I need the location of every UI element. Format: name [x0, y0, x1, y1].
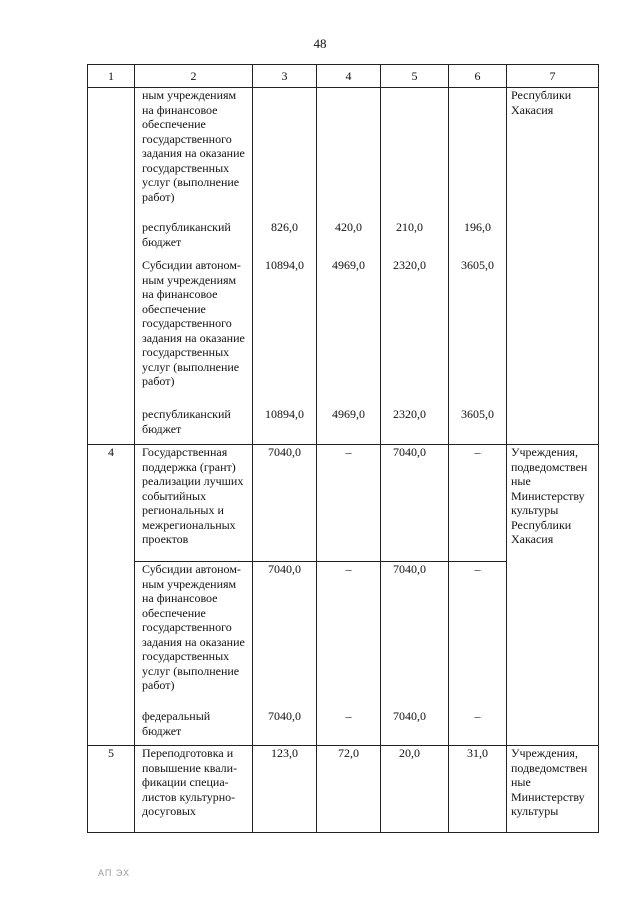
description-line: листов культурно-: [142, 789, 236, 804]
description-line: работ): [142, 374, 175, 388]
value-cell-col3: [253, 88, 317, 221]
table-row: [88, 88, 599, 221]
value-cell-col4: 420,0: [317, 220, 381, 258]
value-cell-col5: 20,0: [381, 746, 449, 833]
description-line: услуг (выполнение: [142, 663, 240, 678]
value-cell-col3: 10894,0: [253, 407, 317, 445]
value-cell-col5: 2320,0: [381, 258, 449, 407]
value-cell-col6: 3605,0: [449, 407, 507, 445]
value-cell-col6: [449, 88, 507, 221]
value-cell-col4: –: [317, 709, 381, 746]
description-line: работ): [142, 189, 175, 204]
description-line: государственного: [142, 620, 232, 634]
responsible-cell: [507, 445, 599, 746]
description-line: задания на оказание: [142, 146, 245, 160]
value-cell-col6: –: [449, 709, 507, 746]
responsible-line: Учреждения,: [511, 445, 578, 459]
responsible-line: Министерству: [511, 789, 585, 804]
description-line: государственных: [142, 345, 230, 359]
description-line: Переподготовка и: [142, 746, 234, 760]
table-row: [88, 445, 599, 562]
description-line: государственных: [142, 160, 230, 175]
value-cell-col6: 196,0: [449, 220, 507, 258]
page-number: 48: [313, 36, 327, 51]
description-cell: [135, 562, 253, 710]
responsible-line: Республики: [511, 88, 572, 102]
description-line: на финансовое: [142, 287, 218, 301]
row-number-cell: 5: [88, 746, 135, 833]
responsible-line: Хакасия: [511, 102, 554, 117]
description-line: обеспечение: [142, 301, 206, 316]
header-cell-4: 4: [317, 65, 381, 88]
description-line: досуговых: [142, 804, 196, 818]
description-line: повышение квали-: [142, 760, 238, 775]
description-cell: [135, 746, 253, 833]
description-line: реализации лучших: [142, 474, 244, 488]
header-cell-5: 5: [381, 65, 449, 88]
budget-table: [87, 64, 599, 833]
value-cell-col4: [317, 88, 381, 221]
description-line: Субсидии автоном-: [142, 562, 241, 576]
description-line: ным учреждениям: [142, 272, 237, 287]
value-cell-col3: 826,0: [253, 220, 317, 258]
description-cell: [135, 709, 253, 746]
value-cell-col5: 7040,0: [381, 562, 449, 710]
description-line: республиканский: [142, 220, 231, 234]
responsible-line: Хакасия: [511, 532, 554, 546]
value-cell-col4: –: [317, 445, 381, 562]
description-line: ным учреждениям: [142, 576, 237, 591]
header-cell-1: 1: [88, 65, 135, 88]
description-line: государственных: [142, 649, 230, 663]
value-cell-col3: 10894,0: [253, 258, 317, 407]
description-cell: [135, 220, 253, 258]
description-line: Субсидии автоном-: [142, 258, 241, 272]
value-cell-col6: –: [449, 562, 507, 710]
responsible-line: Министерству: [511, 488, 585, 503]
value-cell-col3: 123,0: [253, 746, 317, 833]
responsible-line: ные: [511, 474, 531, 488]
description-line: региональных и: [142, 503, 224, 517]
description-line: республиканский: [142, 407, 231, 421]
description-line: проектов: [142, 532, 189, 546]
responsible-line: культуры: [511, 804, 559, 818]
description-line: обеспечение: [142, 605, 206, 620]
responsible-line: подведомствен: [511, 459, 588, 474]
description-line: бюджет: [142, 421, 182, 436]
value-cell-col5: [381, 88, 449, 221]
description-line: задания на оказание: [142, 330, 245, 345]
table-header-row: [88, 65, 599, 88]
value-cell-col6: 3605,0: [449, 258, 507, 407]
value-cell-col6: 31,0: [449, 746, 507, 833]
value-cell-col5: 7040,0: [381, 445, 449, 562]
value-cell-col3: 7040,0: [253, 709, 317, 746]
description-line: бюджет: [142, 234, 182, 249]
description-line: поддержка (грант): [142, 459, 236, 474]
responsible-line: Республики: [511, 517, 572, 532]
description-line: фикации специа-: [142, 775, 229, 789]
table-row: [88, 746, 599, 833]
value-cell-col3: 7040,0: [253, 445, 317, 562]
header-cell-3: 3: [253, 65, 317, 88]
responsible-cell: [507, 88, 599, 445]
description-cell: [135, 88, 253, 221]
header-cell-7: 7: [507, 65, 599, 88]
description-cell: [135, 258, 253, 407]
responsible-line: ные: [511, 775, 531, 789]
description-line: событийных: [142, 488, 207, 503]
description-line: Государственная: [142, 445, 228, 459]
description-line: межрегиональных: [142, 517, 236, 532]
value-cell-col5: 2320,0: [381, 407, 449, 445]
responsible-cell: [507, 746, 599, 833]
footer-mark: АП ЭХ: [98, 868, 131, 878]
description-line: услуг (выполнение: [142, 175, 240, 189]
responsible-line: культуры: [511, 503, 559, 517]
description-line: задания на оказание: [142, 634, 245, 649]
description-line: ным учреждениям: [142, 88, 237, 102]
value-cell-col3: 7040,0: [253, 562, 317, 710]
responsible-line: Учреждения,: [511, 746, 578, 760]
description-line: государственного: [142, 316, 232, 330]
value-cell-col4: 4969,0: [317, 258, 381, 407]
description-line: на финансовое: [142, 102, 218, 117]
value-cell-col4: 72,0: [317, 746, 381, 833]
description-line: работ): [142, 678, 175, 692]
description-line: федеральный: [142, 709, 211, 723]
description-line: бюджет: [142, 723, 182, 738]
responsible-line: подведомствен: [511, 760, 588, 775]
row-number-cell: [88, 88, 135, 445]
description-line: государственного: [142, 131, 232, 146]
description-line: обеспечение: [142, 117, 206, 131]
header-cell-2: 2: [135, 65, 253, 88]
description-line: услуг (выполнение: [142, 359, 240, 374]
row-number-cell: 4: [88, 445, 135, 746]
description-cell: [135, 407, 253, 445]
value-cell-col4: –: [317, 562, 381, 710]
description-cell: [135, 445, 253, 562]
header-cell-6: 6: [449, 65, 507, 88]
value-cell-col5: 7040,0: [381, 709, 449, 746]
description-line: на финансовое: [142, 591, 218, 605]
value-cell-col5: 210,0: [381, 220, 449, 258]
value-cell-col4: 4969,0: [317, 407, 381, 445]
value-cell-col6: –: [449, 445, 507, 562]
